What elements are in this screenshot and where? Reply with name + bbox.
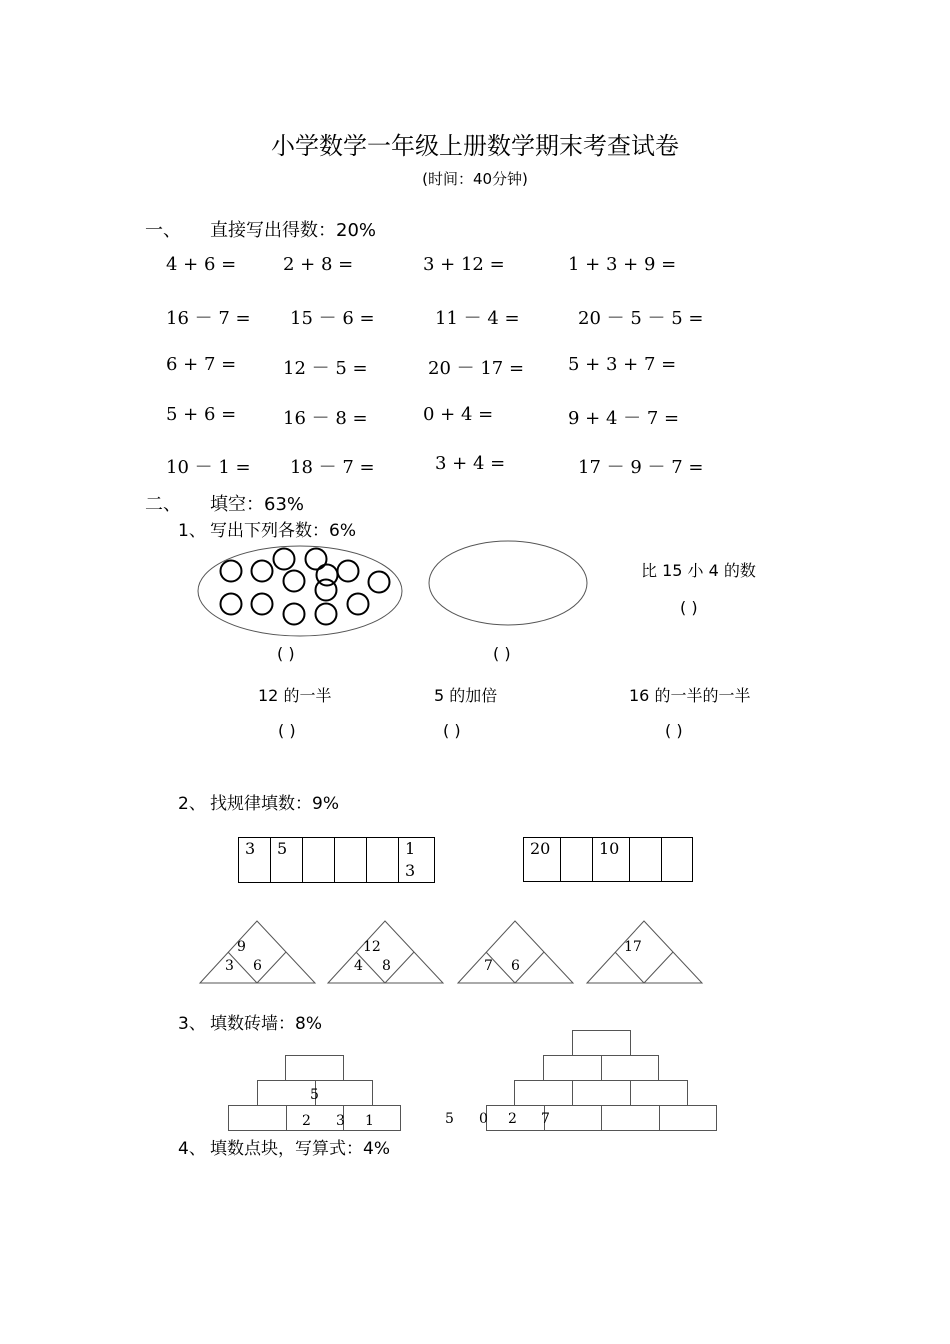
sequence-cell[interactable]: 1 3 <box>399 838 435 883</box>
brick <box>258 1081 316 1106</box>
triangle-right-number: 6 <box>511 958 520 974</box>
sequence-cell[interactable] <box>561 838 593 882</box>
brick <box>545 1106 602 1131</box>
dot-circle <box>338 561 359 582</box>
arithmetic-problem: 10 － 1 = <box>166 457 251 478</box>
triangle-left-number: 7 <box>484 958 493 974</box>
arithmetic-problem: 17 － 9 － 7 = <box>578 457 704 478</box>
page-title: 小学数学一年级上册数学期末考查试卷 <box>271 132 679 160</box>
dot-circle <box>348 594 369 615</box>
answer-paren[interactable]: ( ) <box>493 644 511 663</box>
triangle-right-number: 8 <box>382 958 391 974</box>
dot-circle <box>284 571 305 592</box>
brick <box>515 1081 573 1106</box>
number-triangle <box>586 920 704 986</box>
sequence-cell[interactable]: 5 <box>271 838 303 883</box>
brick-number: 7 <box>541 1111 550 1127</box>
circles-in-oval-figure <box>196 544 406 644</box>
empty-oval <box>429 541 587 625</box>
dot-circle <box>369 572 390 593</box>
section2-number: 二、 <box>145 494 181 515</box>
sequence-cell[interactable] <box>303 838 335 883</box>
q2-heading: 找规律填数：9% <box>210 794 339 814</box>
dot-circle <box>316 580 337 601</box>
arithmetic-problem: 5 + 6 = <box>166 404 237 425</box>
brick-wall-1 <box>228 1055 403 1133</box>
arithmetic-problem: 16 － 8 = <box>283 408 368 429</box>
sequence-cell[interactable]: 20 <box>524 838 561 882</box>
dot-circle <box>316 604 337 625</box>
brick <box>660 1106 717 1131</box>
item-label: 12 的一半 <box>258 686 332 705</box>
brick <box>229 1106 287 1131</box>
arithmetic-problem: 4 + 6 = <box>166 254 237 275</box>
brick <box>286 1056 344 1081</box>
dot-circle <box>221 594 242 615</box>
empty-oval-figure <box>428 540 590 628</box>
brick <box>602 1056 659 1081</box>
triangle-left-number: 3 <box>225 958 234 974</box>
sequence-cell[interactable] <box>335 838 367 883</box>
answer-paren[interactable]: ( ) <box>277 644 295 663</box>
triangle-top-number: 12 <box>363 939 381 955</box>
dot-circle <box>252 594 273 615</box>
brick-number: 5 <box>310 1087 319 1103</box>
right-label: 比 15 小 4 的数 <box>641 561 756 580</box>
number-triangle <box>199 920 317 986</box>
number-triangle <box>327 920 445 986</box>
arithmetic-problem: 1 + 3 + 9 = <box>568 254 677 275</box>
brick-number: 1 <box>365 1113 374 1129</box>
q3-number: 3、 <box>178 1014 206 1034</box>
brick-number: 5 <box>445 1111 454 1127</box>
sequence-cell[interactable] <box>630 838 662 882</box>
brick-number: 3 <box>336 1113 345 1129</box>
brick-number: 0 <box>479 1111 488 1127</box>
dot-circle <box>221 561 242 582</box>
brick-number: 2 <box>302 1113 311 1129</box>
brick <box>602 1106 660 1131</box>
brick-number: 2 <box>508 1111 517 1127</box>
time-note: (时间：40分钟) <box>422 170 528 188</box>
brick <box>316 1081 373 1106</box>
answer-paren[interactable]: ( ) <box>665 721 683 740</box>
q1-heading: 写出下列各数：6% <box>210 521 356 541</box>
sequence-cell[interactable]: 10 <box>593 838 630 882</box>
dot-circle <box>306 549 327 570</box>
arithmetic-problem: 11 － 4 = <box>435 308 520 329</box>
brick <box>573 1081 631 1106</box>
arithmetic-problem: 9 + 4 － 7 = <box>568 408 680 429</box>
arithmetic-problem: 3 + 4 = <box>435 453 506 474</box>
arithmetic-problem: 16 － 7 = <box>166 308 251 329</box>
arithmetic-problem: 2 + 8 = <box>283 254 354 275</box>
number-triangle <box>457 920 575 986</box>
triangle-left-number: 4 <box>354 958 363 974</box>
q3-heading: 填数砖墙：8% <box>210 1014 322 1034</box>
brick-wall-2 <box>486 1030 718 1133</box>
arithmetic-problem: 6 + 7 = <box>166 354 237 375</box>
brick <box>544 1056 602 1081</box>
dot-circle <box>252 561 273 582</box>
item-label: 16 的一半的一半 <box>629 686 751 705</box>
q2-number: 2、 <box>178 794 206 814</box>
arithmetic-problem: 20 － 5 － 5 = <box>578 308 704 329</box>
triangle-right-number: 6 <box>253 958 262 974</box>
sequence-cell[interactable] <box>662 838 693 882</box>
sequence-cell[interactable] <box>367 838 399 883</box>
section1-number: 一、 <box>145 220 181 241</box>
arithmetic-problem: 15 － 6 = <box>290 308 375 329</box>
dot-circle <box>284 604 305 625</box>
arithmetic-problem: 20 － 17 = <box>428 358 525 379</box>
dot-circle <box>274 549 295 570</box>
item-label: 5 的加倍 <box>434 686 498 705</box>
arithmetic-problem: 18 － 7 = <box>290 457 375 478</box>
arithmetic-problem: 0 + 4 = <box>423 404 494 425</box>
triangle-top-number: 17 <box>624 939 642 955</box>
q4-heading: 填数点块，写算式：4% <box>210 1139 390 1159</box>
brick <box>631 1081 688 1106</box>
answer-paren[interactable]: ( ) <box>680 598 698 617</box>
sequence-table-1 <box>238 837 435 883</box>
brick <box>287 1106 344 1131</box>
sequence-cell[interactable]: 3 <box>239 838 271 883</box>
q4-number: 4、 <box>178 1139 206 1159</box>
section2-heading: 填空：63% <box>210 494 305 515</box>
arithmetic-problem: 5 + 3 + 7 = <box>568 354 677 375</box>
arithmetic-problem: 12 － 5 = <box>283 358 368 379</box>
sequence-table-2 <box>523 837 693 882</box>
answer-paren[interactable]: ( ) <box>443 721 461 740</box>
section1-heading: 直接写出得数：20% <box>210 220 377 241</box>
brick <box>573 1031 631 1056</box>
triangle-top-number: 9 <box>237 939 246 955</box>
arithmetic-problem: 3 + 12 = <box>423 254 505 275</box>
q1-number: 1、 <box>178 521 206 541</box>
answer-paren[interactable]: ( ) <box>278 721 296 740</box>
